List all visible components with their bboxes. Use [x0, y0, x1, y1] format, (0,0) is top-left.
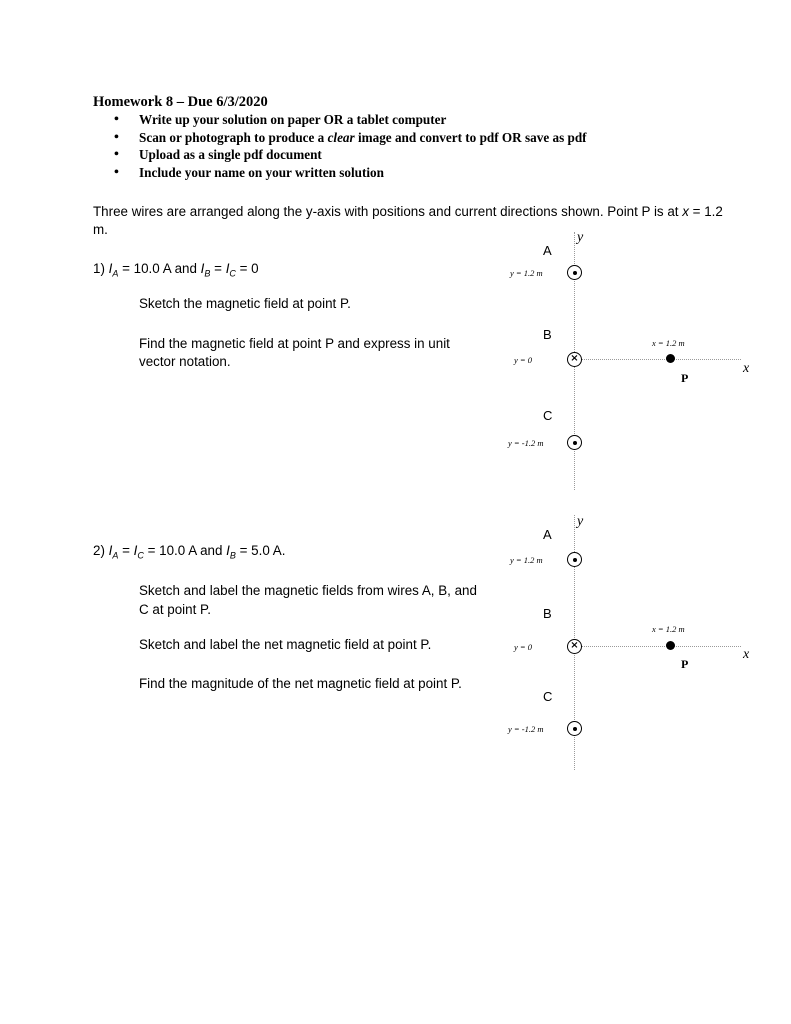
problem1-task-sketch: Sketch the magnetic field at point P. — [139, 296, 351, 311]
wire-b-position: y = 0 — [514, 355, 533, 365]
wire-a-out-of-page-icon — [567, 552, 582, 567]
instruction-item: • Include your name on your written solution — [113, 164, 587, 182]
problem2-task-sketch-fields: Sketch and label the magnetic fields from wires A, B, and C at point P. — [139, 583, 477, 617]
wire-b-label: B — [543, 327, 552, 342]
problem2-task-magnitude: Find the magnitude of the net magnetic field at point P. — [139, 676, 462, 691]
point-p-label: P — [681, 657, 689, 671]
instruction-item: • Write up your solution on paper OR a tablet computer — [113, 111, 587, 129]
problem-intro: Three wires are arranged along the y-axis with positions and current directions shown. Point P is at x = 1.2 m. — [93, 204, 723, 237]
problem2-statement: 2) $I_A = I_C = 10.0$ A and $I_B = 5.0$ A. — [93, 543, 286, 561]
instruction-item: • Upload as a single pdf document — [113, 146, 587, 164]
x-axis-label: x — [743, 361, 750, 376]
x-axis — [581, 646, 741, 647]
wire-a-position: y = 1.2 m — [510, 268, 543, 278]
wire-b-position: y = 0 — [514, 642, 533, 652]
instructions-list — [113, 111, 587, 181]
point-p-marker — [666, 641, 675, 650]
y-axis-label: y — [577, 514, 584, 529]
page-title: Homework 8 – Due 6/3/2020 — [93, 94, 268, 110]
point-p-position: x = 1.2 m — [652, 624, 685, 634]
point-p-label: P — [681, 371, 689, 385]
x-axis — [581, 359, 741, 360]
wire-a-position: y = 1.2 m — [510, 555, 543, 565]
instruction-item: • Scan or photograph to produce a clear image and convert to pdf OR save as pdf — [113, 129, 587, 147]
wire-c-position: y = -1.2 m — [508, 724, 544, 734]
problem1-statement: 1) $I_A = 10.0$ A and $I_B = I_C = 0$ — [93, 261, 259, 279]
problem1-task-find: Find the magnetic field at point P and express in unit vector notation. — [139, 336, 450, 369]
wire-a-label: A — [543, 243, 552, 258]
wire-a-label: A — [543, 527, 552, 542]
wire-b-label: B — [543, 606, 552, 621]
wire-c-label: C — [543, 408, 553, 423]
wire-c-out-of-page-icon — [567, 721, 582, 736]
wire-c-out-of-page-icon — [567, 435, 582, 450]
problem2-task-sketch-net: Sketch and label the net magnetic field at point P. — [139, 637, 432, 652]
wire-a-out-of-page-icon — [567, 265, 582, 280]
wire-c-label: C — [543, 689, 553, 704]
wire-b-into-page-icon: × — [567, 352, 582, 367]
wire-b-into-page-icon: × — [567, 639, 582, 654]
x-axis-label: x — [743, 647, 750, 662]
point-p-position: x = 1.2 m — [652, 338, 685, 348]
wire-c-position: y = -1.2 m — [508, 438, 544, 448]
y-axis-label: y — [577, 230, 584, 245]
point-p-marker — [666, 354, 675, 363]
